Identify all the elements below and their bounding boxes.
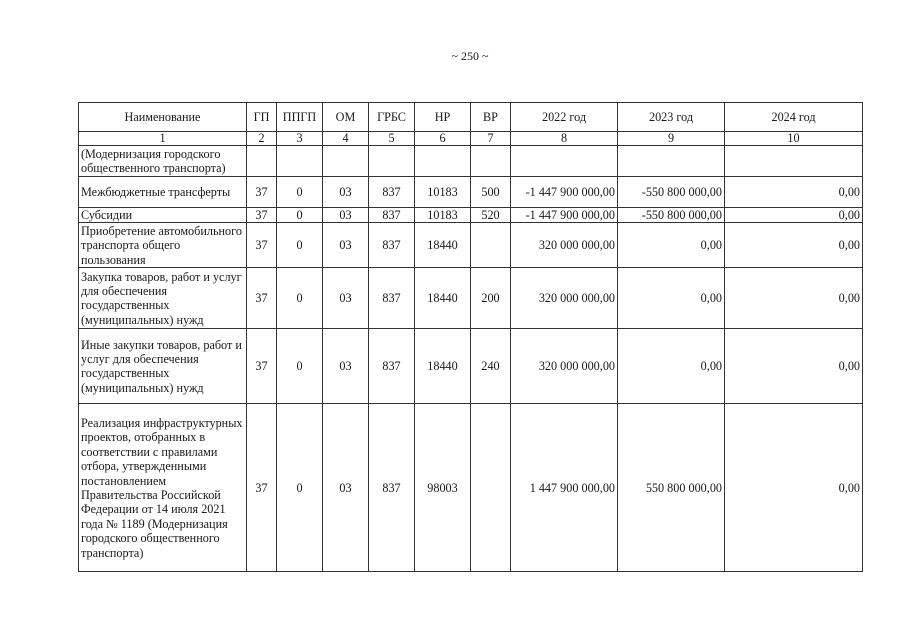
row-nr: 98003 [415, 404, 471, 572]
row-ppgp: 0 [277, 404, 323, 572]
row-2023 [618, 146, 725, 177]
row-grbs: 837 [369, 329, 415, 404]
row-om [323, 146, 369, 177]
header-2024: 2024 год [725, 103, 863, 132]
row-ppgp: 0 [277, 208, 323, 223]
table-row [79, 146, 863, 177]
header-name: Наименование [79, 103, 247, 132]
index-cell: 9 [618, 132, 725, 146]
row-gp: 37 [247, 177, 277, 208]
index-cell: 10 [725, 132, 863, 146]
row-vr [471, 404, 511, 572]
header-2022: 2022 год [511, 103, 618, 132]
row-2024: 0,00 [725, 329, 863, 404]
index-cell: 8 [511, 132, 618, 146]
row-2023: 0,00 [618, 223, 725, 268]
budget-table [78, 102, 863, 572]
row-name: Приобретение автомобильного транспорта общего пользования [79, 223, 247, 268]
row-2024: 0,00 [725, 404, 863, 572]
header-gp: ГП [247, 103, 277, 132]
row-gp: 37 [247, 329, 277, 404]
row-nr [415, 146, 471, 177]
row-grbs [369, 146, 415, 177]
row-nr: 10183 [415, 208, 471, 223]
row-2022: 320 000 000,00 [511, 329, 618, 404]
row-nr: 18440 [415, 223, 471, 268]
index-cell: 7 [471, 132, 511, 146]
row-grbs: 837 [369, 208, 415, 223]
row-name: Закупка товаров, работ и услуг для обеспечения государственных (муниципальных) нужд [79, 268, 247, 329]
row-2023: -550 800 000,00 [618, 177, 725, 208]
row-2022: -1 447 900 000,00 [511, 208, 618, 223]
row-2024: 0,00 [725, 177, 863, 208]
row-2022: 320 000 000,00 [511, 223, 618, 268]
table-row [79, 329, 863, 404]
row-2022: 1 447 900 000,00 [511, 404, 618, 572]
index-cell: 5 [369, 132, 415, 146]
row-grbs: 837 [369, 223, 415, 268]
row-nr: 18440 [415, 268, 471, 329]
table-row [79, 404, 863, 572]
row-name: Межбюджетные трансферты [79, 177, 247, 208]
index-cell: 1 [79, 132, 247, 146]
row-grbs: 837 [369, 177, 415, 208]
index-cell: 6 [415, 132, 471, 146]
row-gp: 37 [247, 223, 277, 268]
row-2022: -1 447 900 000,00 [511, 177, 618, 208]
header-nr: НР [415, 103, 471, 132]
row-vr [471, 223, 511, 268]
row-2023: 0,00 [618, 329, 725, 404]
row-2023: -550 800 000,00 [618, 208, 725, 223]
row-2024: 0,00 [725, 208, 863, 223]
table-row [79, 208, 863, 223]
row-om: 03 [323, 329, 369, 404]
index-cell: 4 [323, 132, 369, 146]
row-vr: 520 [471, 208, 511, 223]
header-2023: 2023 год [618, 103, 725, 132]
index-cell: 3 [277, 132, 323, 146]
row-ppgp: 0 [277, 223, 323, 268]
row-grbs: 837 [369, 268, 415, 329]
header-vr: ВР [471, 103, 511, 132]
header-row [79, 103, 863, 132]
row-2024 [725, 146, 863, 177]
row-ppgp: 0 [277, 177, 323, 208]
row-vr: 240 [471, 329, 511, 404]
row-nr: 18440 [415, 329, 471, 404]
table-row [79, 223, 863, 268]
row-vr [471, 146, 511, 177]
row-ppgp: 0 [277, 268, 323, 329]
row-vr: 200 [471, 268, 511, 329]
header-grbs: ГРБС [369, 103, 415, 132]
row-name: (Модернизация городского общественного транспорта) [79, 146, 247, 177]
row-2022 [511, 146, 618, 177]
page-number: ~ 250 ~ [451, 49, 489, 63]
row-gp: 37 [247, 404, 277, 572]
row-name: Иные закупки товаров, работ и услуг для обеспечения государственных (муниципальных) нужд [79, 329, 247, 404]
row-ppgp [277, 146, 323, 177]
table-row [79, 177, 863, 208]
row-gp: 37 [247, 268, 277, 329]
row-om: 03 [323, 268, 369, 329]
row-om: 03 [323, 223, 369, 268]
row-gp: 37 [247, 208, 277, 223]
row-2023: 550 800 000,00 [618, 404, 725, 572]
index-row [79, 132, 863, 146]
header-om: ОМ [323, 103, 369, 132]
row-2023: 0,00 [618, 268, 725, 329]
row-om: 03 [323, 404, 369, 572]
header-ppgp: ППГП [277, 103, 323, 132]
row-2024: 0,00 [725, 223, 863, 268]
row-vr: 500 [471, 177, 511, 208]
row-om: 03 [323, 208, 369, 223]
index-cell: 2 [247, 132, 277, 146]
table-row [79, 268, 863, 329]
row-name: Субсидии [79, 208, 247, 223]
row-2022: 320 000 000,00 [511, 268, 618, 329]
row-om: 03 [323, 177, 369, 208]
row-name: Реализация инфраструктурных проектов, отобранных в соответствии с правилами отбора, утвержденными постановлением Правительства Российской Федерации от 14 июля 2021 года № 1189 (Модернизация городского общественного транспорта) [79, 404, 247, 572]
row-ppgp: 0 [277, 329, 323, 404]
row-nr: 10183 [415, 177, 471, 208]
row-grbs: 837 [369, 404, 415, 572]
row-2024: 0,00 [725, 268, 863, 329]
row-gp [247, 146, 277, 177]
